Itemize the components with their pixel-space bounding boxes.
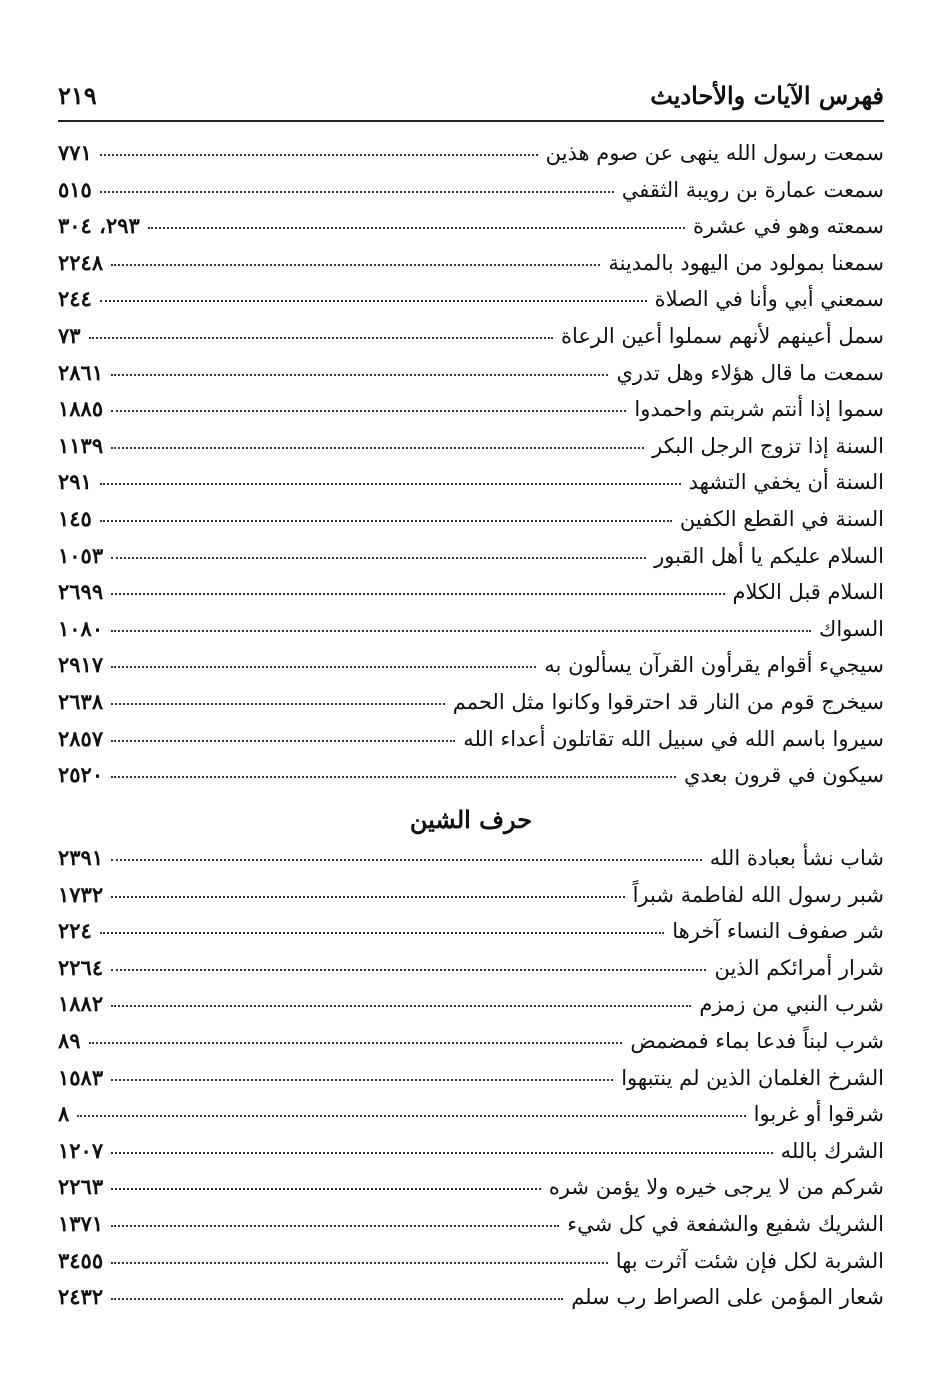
entry-number: ٢٦٣٨ xyxy=(58,688,104,714)
page-title: فهرس الآيات والأحاديث xyxy=(650,80,884,110)
entry-text: السنة إذا تزوج الرجل البكر xyxy=(652,433,884,458)
entry-text: شركم من لا يرجى خيره ولا يؤمن شره xyxy=(548,1175,884,1200)
index-entry xyxy=(58,652,884,689)
entry-text: سمل أعينهم لأنهم سملوا أعين الرعاة xyxy=(561,323,884,348)
dot-leader xyxy=(100,300,647,302)
entry-number: ٢٩١٧ xyxy=(58,652,104,678)
index-entry xyxy=(58,1065,884,1102)
index-entry xyxy=(58,991,884,1028)
dot-leader xyxy=(111,703,445,705)
index-entry xyxy=(58,286,884,323)
index-entry xyxy=(58,1284,884,1321)
entry-number: ١٠٨٠ xyxy=(58,615,104,641)
index-entry xyxy=(58,506,884,543)
index-entry xyxy=(58,140,884,177)
entry-text: السنة في القطع الكفين xyxy=(679,506,884,531)
entry-number: ٢٣٩١ xyxy=(58,845,104,870)
entry-text: سمعت ما قال هؤلاء وهل تدري xyxy=(616,360,884,385)
index-entry xyxy=(58,579,884,616)
index-entry xyxy=(58,213,884,250)
index-entry xyxy=(58,845,884,882)
entry-number: ٢٩٣، ٣٠٤ xyxy=(58,213,140,239)
entry-text: سيكون في قرون بعدي xyxy=(684,763,884,788)
index-entry xyxy=(58,689,884,726)
dot-leader xyxy=(111,1079,613,1081)
index-entry xyxy=(58,762,884,799)
entry-text: شعار المؤمن على الصراط رب سلم xyxy=(571,1285,884,1310)
entry-text: السواك xyxy=(819,616,884,641)
entry-number: ٢٩١ xyxy=(58,469,92,495)
dot-leader xyxy=(100,154,538,156)
entry-number: ٨ xyxy=(58,1101,70,1127)
dot-leader xyxy=(111,740,455,742)
dot-leader xyxy=(111,896,624,898)
index-entry xyxy=(58,543,884,580)
entry-number: ١٥٨٣ xyxy=(58,1064,104,1090)
entry-text: شاب نشأ بعبادة الله xyxy=(709,846,884,870)
dot-leader xyxy=(111,666,536,668)
page-number: ٢١٩ xyxy=(58,80,97,110)
index-entry xyxy=(58,433,884,470)
entry-text: سيروا باسم الله في سبيل الله تقاتلون أعداء الله xyxy=(463,726,884,751)
entry-text: سمعنا بمولود من اليهود بالمدينة xyxy=(608,250,884,275)
entry-text: سيجيء أقوام يقرأون القرآن يسألون به xyxy=(544,653,884,678)
dot-leader xyxy=(111,1188,541,1190)
dot-leader xyxy=(111,969,706,971)
entry-text: الشربة لكل فإن شئت آثرت بها xyxy=(615,1248,884,1273)
index-entry xyxy=(58,1101,884,1138)
entry-text: الشرك بالله xyxy=(780,1138,884,1163)
entry-number: ٢٢٤٨ xyxy=(58,249,104,275)
index-entry xyxy=(58,250,884,287)
dot-leader xyxy=(100,520,672,522)
index-entry xyxy=(58,1138,884,1175)
entry-text: سمعني أبي وأنا في الصلاة xyxy=(654,287,884,312)
entry-number: ٢٨٥٧ xyxy=(58,725,104,751)
dot-leader xyxy=(111,1152,772,1154)
index-entry xyxy=(58,1028,884,1065)
entry-number: ٥١٥ xyxy=(58,176,92,202)
index-entry xyxy=(58,616,884,653)
index-entry xyxy=(58,177,884,214)
index-entry xyxy=(58,469,884,506)
entry-text: الشرخ الغلمان الذين لم ينتبهوا xyxy=(621,1065,884,1090)
entry-number: ١١٣٩ xyxy=(58,432,104,458)
entry-number: ١٧٣٢ xyxy=(58,881,104,907)
entry-text: شبر رسول الله لفاطمة شبراً xyxy=(632,882,884,907)
entry-number: ٧٧١ xyxy=(58,140,92,165)
dot-leader xyxy=(111,447,644,449)
entry-text: شر صفوف النساء آخرها xyxy=(672,919,884,944)
dot-leader xyxy=(111,776,676,778)
dot-leader xyxy=(111,630,811,632)
entry-text: السلام قبل الكلام xyxy=(732,580,884,605)
dot-leader xyxy=(111,593,724,595)
entry-text: شرار أمرائكم الذين xyxy=(714,955,884,980)
dot-leader xyxy=(100,191,614,193)
entry-number: ٢٢٦٣ xyxy=(58,1174,104,1200)
entry-text: سمعته وهو في عشرة xyxy=(693,214,884,239)
dot-leader xyxy=(100,483,681,485)
section-heading: حرف الشين xyxy=(409,805,533,834)
entry-text: سموا إذا أنتم شربتم واحمدوا xyxy=(634,397,884,422)
entry-number: ٢٢٦٤ xyxy=(58,954,104,980)
entry-number: ١٠٥٣ xyxy=(58,542,104,568)
dot-leader xyxy=(111,1225,559,1227)
index-entry xyxy=(58,918,884,955)
dot-leader xyxy=(111,410,626,412)
entry-number: ١٤٥ xyxy=(58,505,92,531)
dot-leader xyxy=(89,1042,623,1044)
entry-text: شرب النبي من زمزم xyxy=(699,992,884,1017)
dot-leader xyxy=(111,859,702,861)
entry-text: السنة أن يخفي التشهد xyxy=(688,470,884,495)
entry-number: ٨٩ xyxy=(58,1027,81,1053)
entry-number: ٢٦٩٩ xyxy=(58,579,104,605)
dot-leader xyxy=(111,264,600,266)
dot-leader xyxy=(111,1262,608,1264)
entry-text: سمعت رسول الله ينهى عن صوم هذين xyxy=(545,141,884,165)
entry-text: السلام عليكم يا أهل القبور xyxy=(654,543,884,568)
entry-number: ١٢٠٧ xyxy=(58,1137,104,1163)
dot-leader xyxy=(148,227,685,229)
index-entry xyxy=(58,726,884,763)
entry-text: شرب لبناً فدعا بماء فمضمض xyxy=(630,1028,884,1053)
index-entry xyxy=(58,396,884,433)
entry-text: الشريك شفيع والشفعة في كل شيء xyxy=(567,1211,884,1236)
index-entry xyxy=(58,323,884,360)
entry-number: ١٨٨٥ xyxy=(58,396,104,422)
index-entry xyxy=(58,1211,884,1248)
entry-text: سمعت عمارة بن رويبة الثقفي xyxy=(621,177,884,202)
dot-leader xyxy=(111,374,608,376)
dot-leader xyxy=(89,337,553,339)
index-entry xyxy=(58,1174,884,1211)
entries-list-seen xyxy=(58,140,884,799)
index-entry xyxy=(58,882,884,919)
entry-number: ٣٤٥٥ xyxy=(58,1247,104,1273)
dot-leader xyxy=(111,1005,691,1007)
entries-list-sheen xyxy=(58,845,884,1321)
entry-number: ٢٤٤ xyxy=(58,286,92,312)
dot-leader xyxy=(77,1115,745,1117)
index-entry xyxy=(58,360,884,397)
entry-number: ٧٣ xyxy=(58,322,81,348)
dot-leader xyxy=(111,1298,563,1300)
index-entry xyxy=(58,955,884,992)
entry-number: ١٨٨٢ xyxy=(58,991,104,1017)
entry-number: ١٣٧١ xyxy=(58,1210,104,1236)
entry-number: ٢٨٦١ xyxy=(58,359,104,385)
page-header xyxy=(58,70,884,122)
entry-number: ٢٥٢٠ xyxy=(58,762,104,788)
entry-number: ٢٤٣٢ xyxy=(58,1284,104,1310)
dot-leader xyxy=(111,557,646,559)
entry-text: سيخرج قوم من النار قد احترقوا وكانوا مثل الحمم xyxy=(452,689,884,714)
entry-number: ٢٢٤ xyxy=(58,918,92,944)
index-entry xyxy=(58,1248,884,1285)
entry-text: شرقوا أو غربوا xyxy=(753,1102,884,1127)
dot-leader xyxy=(100,932,664,934)
